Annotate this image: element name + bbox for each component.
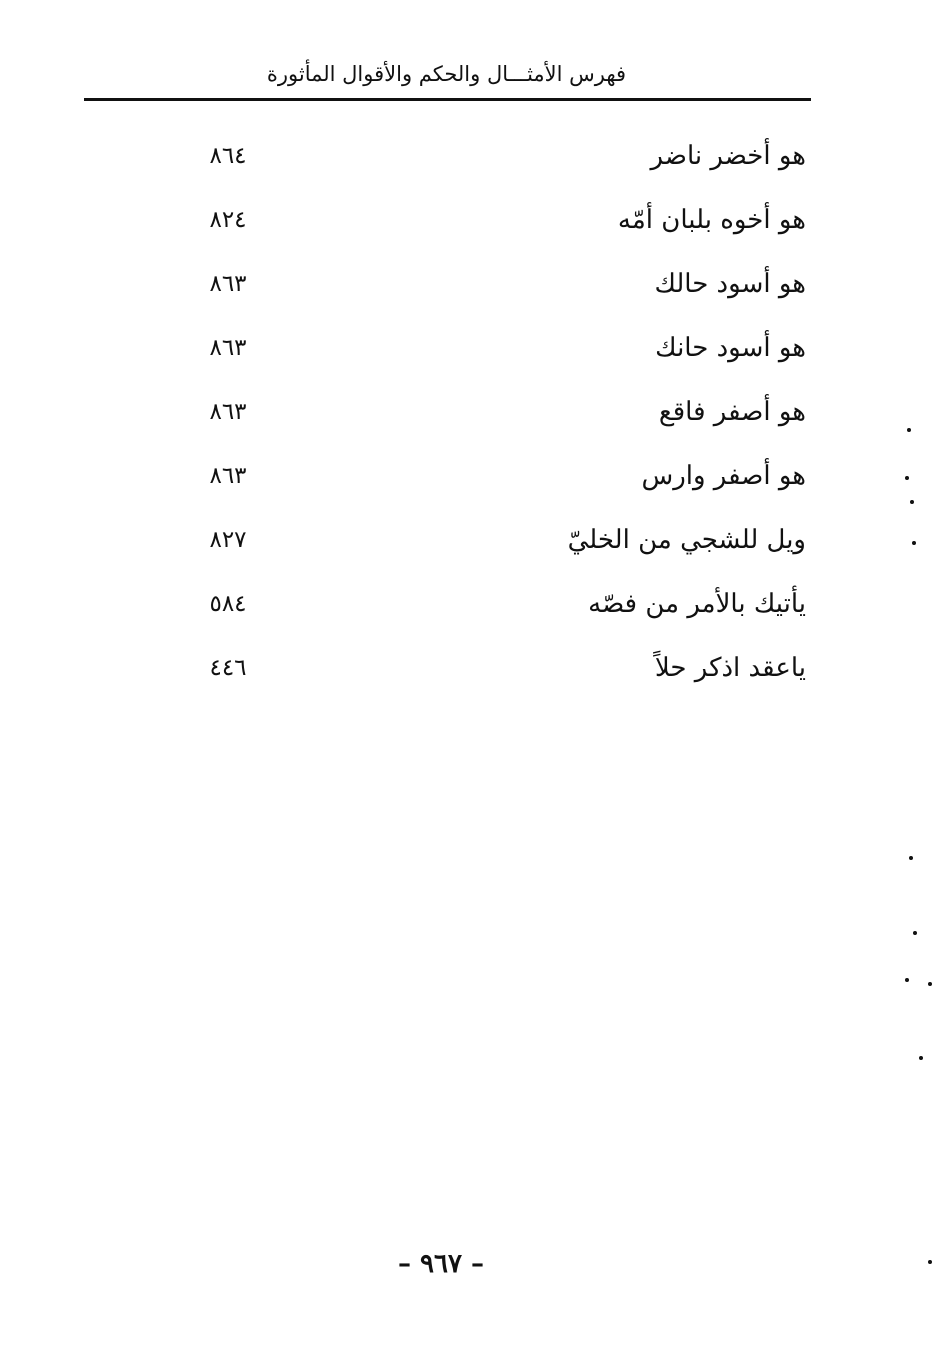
entry-proverb: يأتيك بالأمر من فصّه — [588, 589, 806, 619]
scan-speck — [907, 428, 911, 432]
entry-page-number: ٨٦٣ — [209, 271, 247, 297]
scan-speck — [919, 1056, 923, 1060]
scan-speck — [912, 541, 916, 545]
page-number: – ٩٦٧ – — [397, 1249, 485, 1279]
entry-proverb: هو أسود حانك — [655, 333, 806, 363]
entry-page-number: ٨٦٤ — [209, 143, 247, 169]
scan-speck — [905, 476, 909, 480]
scan-speck — [909, 856, 913, 860]
index-entry — [150, 512, 806, 576]
scan-speck — [928, 982, 932, 986]
scan-speck — [910, 500, 914, 504]
entry-proverb: هو أخضر ناضر — [650, 141, 806, 171]
index-entry — [150, 192, 806, 256]
index-entry — [150, 640, 806, 704]
entry-proverb: ياعقد اذكر حلاً — [654, 653, 806, 683]
entry-page-number: ٨٦٣ — [209, 399, 247, 425]
entry-proverb: ويل للشجي من الخليّ — [567, 525, 806, 555]
index-entry — [150, 128, 806, 192]
index-entry — [150, 320, 806, 384]
entry-page-number: ٨٦٣ — [209, 463, 247, 489]
entry-page-number: ٨٦٣ — [209, 335, 247, 361]
header-rule — [84, 98, 811, 101]
entry-page-number: ٥٨٤ — [209, 591, 247, 617]
scan-speck — [913, 931, 917, 935]
index-entry — [150, 256, 806, 320]
entry-page-number: ٨٢٧ — [209, 527, 247, 553]
scan-speck — [905, 978, 909, 982]
entry-proverb: هو أصفر فاقع — [658, 397, 806, 427]
index-entry — [150, 576, 806, 640]
proverb-index-list — [150, 128, 806, 704]
index-entry — [150, 384, 806, 448]
entry-proverb: هو أسود حالك — [654, 269, 806, 299]
entry-proverb: هو أخوه بلبان أمّه — [617, 205, 806, 235]
running-head-title: فهرس الأمثـــال والحكم والأقوال المأثورة — [266, 62, 627, 86]
entry-page-number: ٨٢٤ — [209, 207, 247, 233]
entry-proverb: هو أصفر وارس — [641, 461, 806, 491]
scan-speck — [928, 1260, 932, 1264]
entry-page-number: ٤٤٦ — [209, 655, 247, 681]
index-entry — [150, 448, 806, 512]
